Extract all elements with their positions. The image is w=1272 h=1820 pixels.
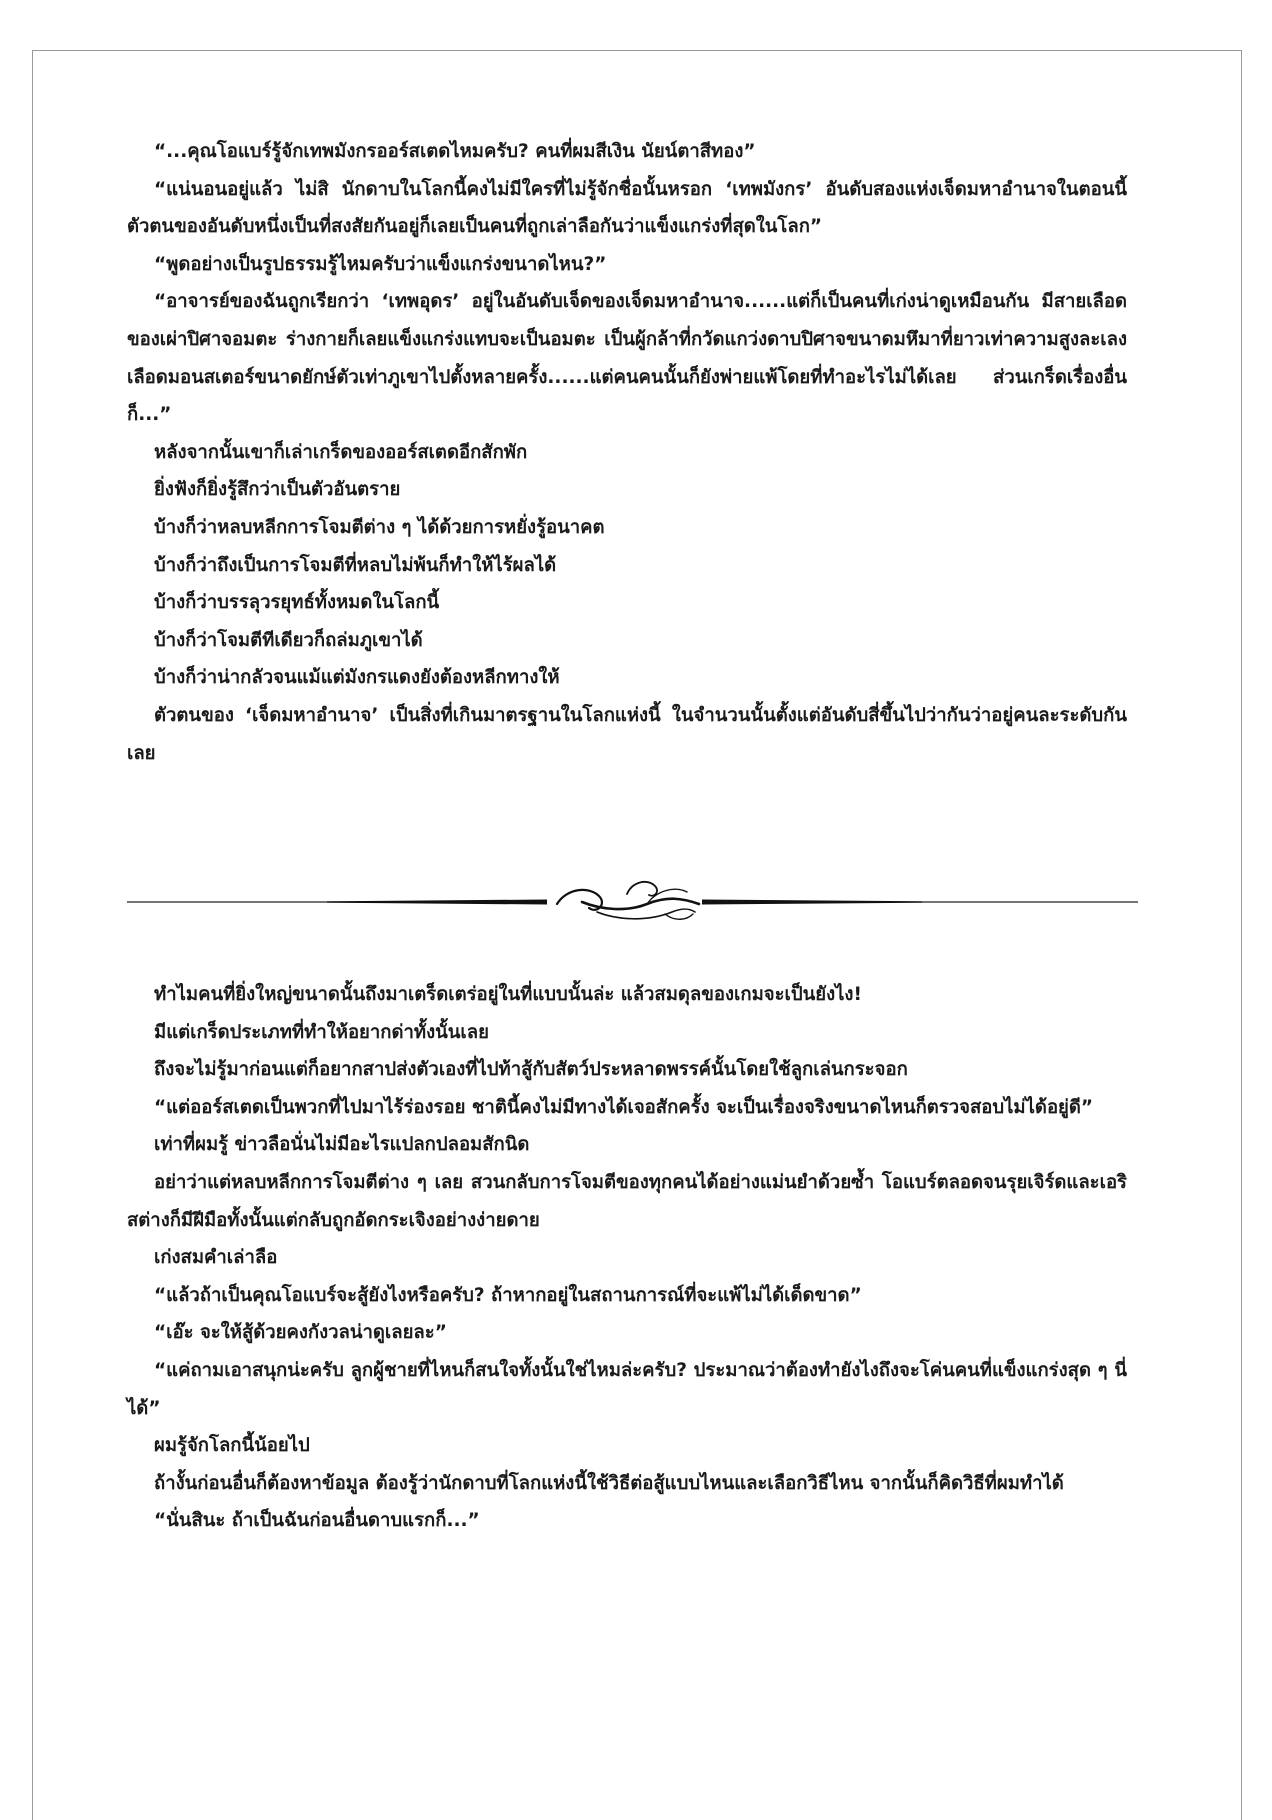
- section-divider: [127, 868, 1138, 938]
- paragraph: บ้างก็ว่าน่ากลัวจนแม้แต่มังกรแดงยังต้องหลีกทางให้: [154, 667, 560, 689]
- section-two: [127, 976, 1127, 1540]
- paragraph: บ้างก็ว่าถึงเป็นการโจมตีที่หลบไม่พ้นก็ทำให้ไร้ผลได้: [154, 554, 557, 576]
- paragraph: “แค่ถามเอาสนุกน่ะครับ ลูกผู้ชายที่ไหนก็สนใจทั้งนั้นใช่ไหมล่ะครับ? ประมาณว่าต้องทำยังไงถึงจะโค่นคนที่แข็งแกร่งสุด ๆ นี่ได้”: [127, 1359, 1127, 1419]
- paragraph: “แน่นอนอยู่แล้ว ไม่สิ นักดาบในโลกนี้คงไม่มีใครที่ไม่รู้จักชื่อนั้นหรอก ‘เทพมังกร’ อันดับสองแห่งเจ็ดมหาอำนาจในตอนนี้ ตัวตนของอันดับหนึ่งเป็นที่สงสัยกันอยู่ก็เลยเป็นคนที่ถูกเล่าลือกันว่าแข็งแกร่งที่สุดในโลก”: [127, 178, 1127, 238]
- paragraph: บ้างก็ว่าหลบหลีกการโจมตีต่าง ๆ ได้ด้วยการหยั่งรู้อนาคต: [154, 516, 605, 538]
- paragraph: ยิ่งฟังก็ยิ่งรู้สึกว่าเป็นตัวอันตราย: [154, 479, 401, 501]
- paragraph: มีแต่เกร็ดประเภทที่ทำให้อยากด่าทั้งนั้นเลย: [154, 1021, 489, 1043]
- paragraph: “แล้วถ้าเป็นคุณโอแบร์จะสู้ยังไงหรือครับ? ถ้าหากอยู่ในสถานการณ์ที่จะแพ้ไม่ได้เด็ดขาด”: [154, 1284, 862, 1306]
- paragraph: เท่าที่ผมรู้ ข่าวลือนั่นไม่มีอะไรแปลกปลอมสักนิด: [154, 1134, 530, 1156]
- paragraph: ผมรู้จักโลกนี้น้อยไป: [154, 1435, 310, 1457]
- paragraph: “เอ๊ะ จะให้สู้ด้วยคงกังวลน่าดูเลยละ”: [154, 1322, 447, 1344]
- section-one: [127, 133, 1127, 772]
- paragraph: ทำไมคนที่ยิ่งใหญ่ขนาดนั้นถึงมาเตร็ดเตร่อยู่ในที่แบบนั้นล่ะ แล้วสมดุลของเกมจะเป็นยังไง!: [154, 984, 862, 1005]
- paragraph: อย่าว่าแต่หลบหลีกการโจมตีต่าง ๆ เลย สวนกลับการโจมตีของทุกคนได้อย่างแม่นยำด้วยซ้ำ โอแบร์ตลอดจนรุยเจิร์ดและเอริสต่างก็มีฝีมือทั้งนั้นแต่กลับถูกอัดกระเจิงอย่างง่ายดาย: [127, 1171, 1127, 1231]
- paragraph: ถ้างั้นก่อนอื่นก็ต้องหาข้อมูล ต้องรู้ว่านักดาบที่โลกแห่งนี้ใช้วิธีต่อสู้แบบไหนและเลือกวิธีไหน จากนั้นก็คิดวิธีที่ผมทำได้: [154, 1472, 1064, 1494]
- paragraph: “พูดอย่างเป็นรูปธรรมรู้ไหมครับว่าแข็งแกร่งขนาดไหน?”: [154, 253, 607, 275]
- paragraph: บ้างก็ว่าโจมตีทีเดียวก็ถล่มภูเขาได้: [154, 629, 423, 651]
- flourish-ornament-icon: [127, 868, 1138, 938]
- paragraph: เก่งสมคำเล่าลือ: [154, 1247, 278, 1269]
- paragraph: “...คุณโอแบร์รู้จักเทพมังกรออร์สเตดไหมครับ? คนที่ผมสีเงิน นัยน์ตาสีทอง”: [154, 141, 756, 162]
- paragraph: ถึงจะไม่รู้มาก่อนแต่ก็อยากสาปส่งตัวเองที่ไปท้าสู้กับสัตว์ประหลาดพรรค์นั้นโดยใช้ลูกเล่นกระจอก: [154, 1059, 908, 1081]
- paragraph: ตัวตนของ ‘เจ็ดมหาอำนาจ’ เป็นสิ่งที่เกินมาตรฐานในโลกแห่งนี้ ในจำนวนนั้นตั้งแต่อันดับสี่ขึ้นไปว่ากันว่าอยู่คนละระดับกันเลย: [127, 704, 1127, 764]
- paragraph: บ้างก็ว่าบรรลุวรยุทธ์ทั้งหมดในโลกนี้: [154, 592, 440, 614]
- paragraph: “แต่ออร์สเตดเป็นพวกที่ไปมาไร้ร่องรอย ชาตินี้คงไม่มีทางได้เจอสักครั้ง จะเป็นเรื่องจริงขนาดไหนก็ตรวจสอบไม่ได้อยู่ดี”: [154, 1096, 1094, 1118]
- paragraph: หลังจากนั้นเขาก็เล่าเกร็ดของออร์สเตดอีกสักพัก: [154, 441, 528, 463]
- paragraph: “อาจารย์ของฉันถูกเรียกว่า ‘เทพอุดร’ อยู่ในอันดับเจ็ดของเจ็ดมหาอำนาจ......แต่ก็เป็นคนที่เก่งน่าดูเหมือนกัน มีสายเลือดของเผ่าปิศาจอมตะ ร่างกายก็เลยแข็งแกร่งแทบจะเป็นอมตะ เป็นผู้กล้าที่กวัดแกว่งดาบปิศาจขนาดมหึมาที่ยาวเท่าความสูงละเลงเลือดมอนสเตอร์ขนาดยักษ์ตัวเท่าภูเขาไปตั้งหลายครั้ง......แต่คนคนนั้นก็ยังพ่ายแพ้โดยที่ทำอะไรไม่ได้เลย ส่วนเกร็ดเรื่องอื่นก็...”: [127, 291, 1127, 426]
- paragraph: “นั่นสินะ ถ้าเป็นฉันก่อนอื่นดาบแรกก็...”: [154, 1510, 480, 1532]
